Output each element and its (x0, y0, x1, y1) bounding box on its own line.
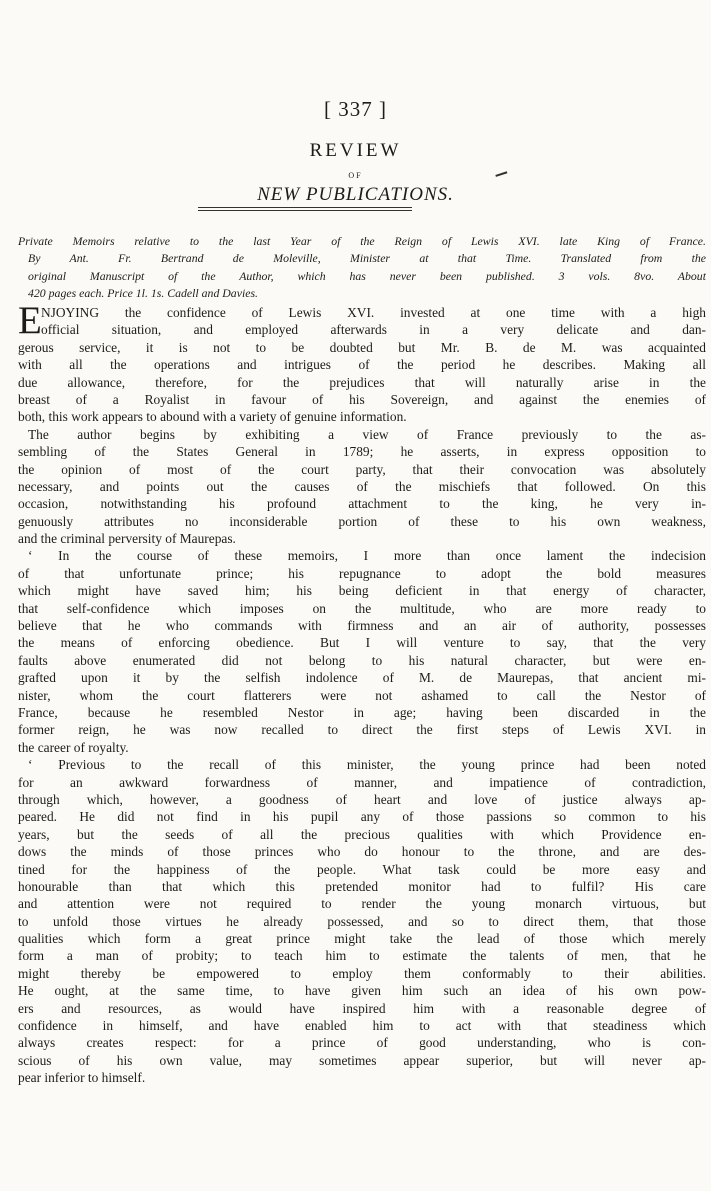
text-line: and attention were not required to render the young monarch virtuous, but (18, 896, 706, 912)
text-line: ers and resources, as would have inspired him with a reasonable degree of (18, 1000, 706, 1016)
book-citation (18, 233, 706, 303)
text-line: the opinion of most of the court party, that their convocation was absolutely (18, 461, 706, 477)
text-line: official situation, and employed afterwards in a very delicate and dan- (41, 322, 706, 338)
section-title-connector: OF (348, 171, 363, 180)
text-line: always creates respect: for a prince of good understanding, who is con- (18, 1035, 706, 1051)
title-rule (198, 207, 412, 211)
text-line: honourable than that which this pretended monitor had to fulfil? His care (18, 878, 706, 894)
text-line: for an awkward forwardness of manner, and impatience of contradiction, (18, 774, 706, 790)
text-line: might thereby be empowered to employ them conformably to their abilities. (18, 965, 706, 981)
text-line: dows the minds of those princes who do honour to the throne, and are des- (18, 844, 706, 860)
text-line: breast of a Royalist in favour of his Sovereign, and against the enemies of (18, 391, 706, 407)
text-line: necessary, and points out the causes of the mischiefs that followed. On this (18, 478, 706, 494)
text-line: and the criminal perversity of Maurepas. (18, 531, 236, 547)
section-title: REVIEW (309, 140, 402, 161)
text-line: sembling of the States General in 1789; he asserts, in express opposition to (18, 444, 706, 460)
drop-cap: E (18, 299, 42, 342)
text-line: The author begins by exhibiting a view of France previously to the as- (28, 426, 706, 442)
first-paragraph (18, 299, 706, 426)
text-line: both, this work appears to abound with a variety of genuine information. (18, 409, 407, 425)
text-line: which might have saved him; his being deficient in that energy of character, (18, 583, 706, 599)
text-line: gerous service, it is not to be doubted but Mr. B. de M. was acquainted (18, 339, 706, 355)
text-line: due allowance, therefore, for the prejudices that will naturally arise in the (18, 374, 706, 390)
citation-line: Private Memoirs relative to the last Year of the Reign of Lewis XVI. late King of France. (18, 234, 706, 248)
text-line: qualities which form a great prince might take the lead of those which merely (18, 931, 706, 947)
text-line: ‘ In the course of these memoirs, I more than once lament the indecision (28, 548, 706, 564)
citation-line: original Manuscript of the Author, which has never been published. 3 vols. 8vo. About (28, 268, 706, 283)
text-line: believe that he who commands with firmness and an air of authority, possesses (18, 618, 706, 634)
text-line: scious of his own value, may sometimes appear superior, but will never ap- (18, 1052, 706, 1068)
text-line: occasion, notwithstanding his profound attachment to the king, he very in- (18, 496, 706, 512)
text-line: to unfold those virtues he already possessed, and so to direct them, that those (18, 913, 706, 929)
text-line: form a man of probity; to teach him to estimate the talents of men, that he (18, 948, 706, 964)
text-line: of that unfortunate prince; his repugnance to adopt the bold measures (18, 565, 706, 581)
text-line: grafted upon it by the selfish indolence of M. de Maurepas, that ancient mi- (18, 670, 706, 686)
citation-line: 420 pages each. Price 1l. 1s. Cadell and Davies. (28, 286, 258, 301)
text-line: former reign, he was now recalled to direct the first steps of Lewis XVI. in (18, 722, 706, 738)
text-line: NJOYING the confidence of Lewis XVI. invested at one time with a high (41, 305, 706, 320)
text-line: through which, however, a goodness of heart and love of justice always ap- (18, 791, 706, 807)
text-line: genuously attributes no inconsiderable portion of these to his own weakness, (18, 513, 706, 529)
text-line: the means of enforcing obedience. But I will venture to say, that the very (18, 635, 706, 651)
text-line: years, but the seeds of all the precious qualities with which Providence en- (18, 826, 706, 842)
text-line: the career of royalty. (18, 739, 129, 755)
text-line: He ought, at the same time, to have given him such an idea of his own pow- (18, 983, 706, 999)
text-line: that self-confidence which imposes on the multitude, who are more ready to (18, 600, 706, 616)
review-body (18, 299, 706, 1087)
text-line: ‘ Previous to the recall of this minister, the young prince had been noted (28, 757, 706, 773)
citation-line: By Ant. Fr. Bertrand de Moleville, Minister at that Time. Translated from the (28, 251, 706, 266)
text-line: peared. He did not find in his pupil any of those passions so common to his (18, 809, 706, 825)
text-line: faults above enumerated did not belong to his natural character, but were en- (18, 652, 706, 668)
text-line: tined for the happiness of the people. What task could be more easy and (18, 861, 706, 877)
text-line: confidence in himself, and have enabled him to act with that steadiness which (18, 1018, 706, 1034)
text-line: France, because he resembled Nestor in age; having been discarded in the (18, 704, 706, 720)
text-line: with all the operations and intrigues of the period he describes. Making all (18, 357, 706, 373)
page-number: [ 337 ] (324, 97, 387, 121)
text-line: nister, whom the court flatterers were not ashamed to call the Nestor of (18, 687, 706, 703)
text-line: pear inferior to himself. (18, 1070, 146, 1086)
section-subtitle: NEW PUBLICATIONS. (257, 184, 454, 205)
